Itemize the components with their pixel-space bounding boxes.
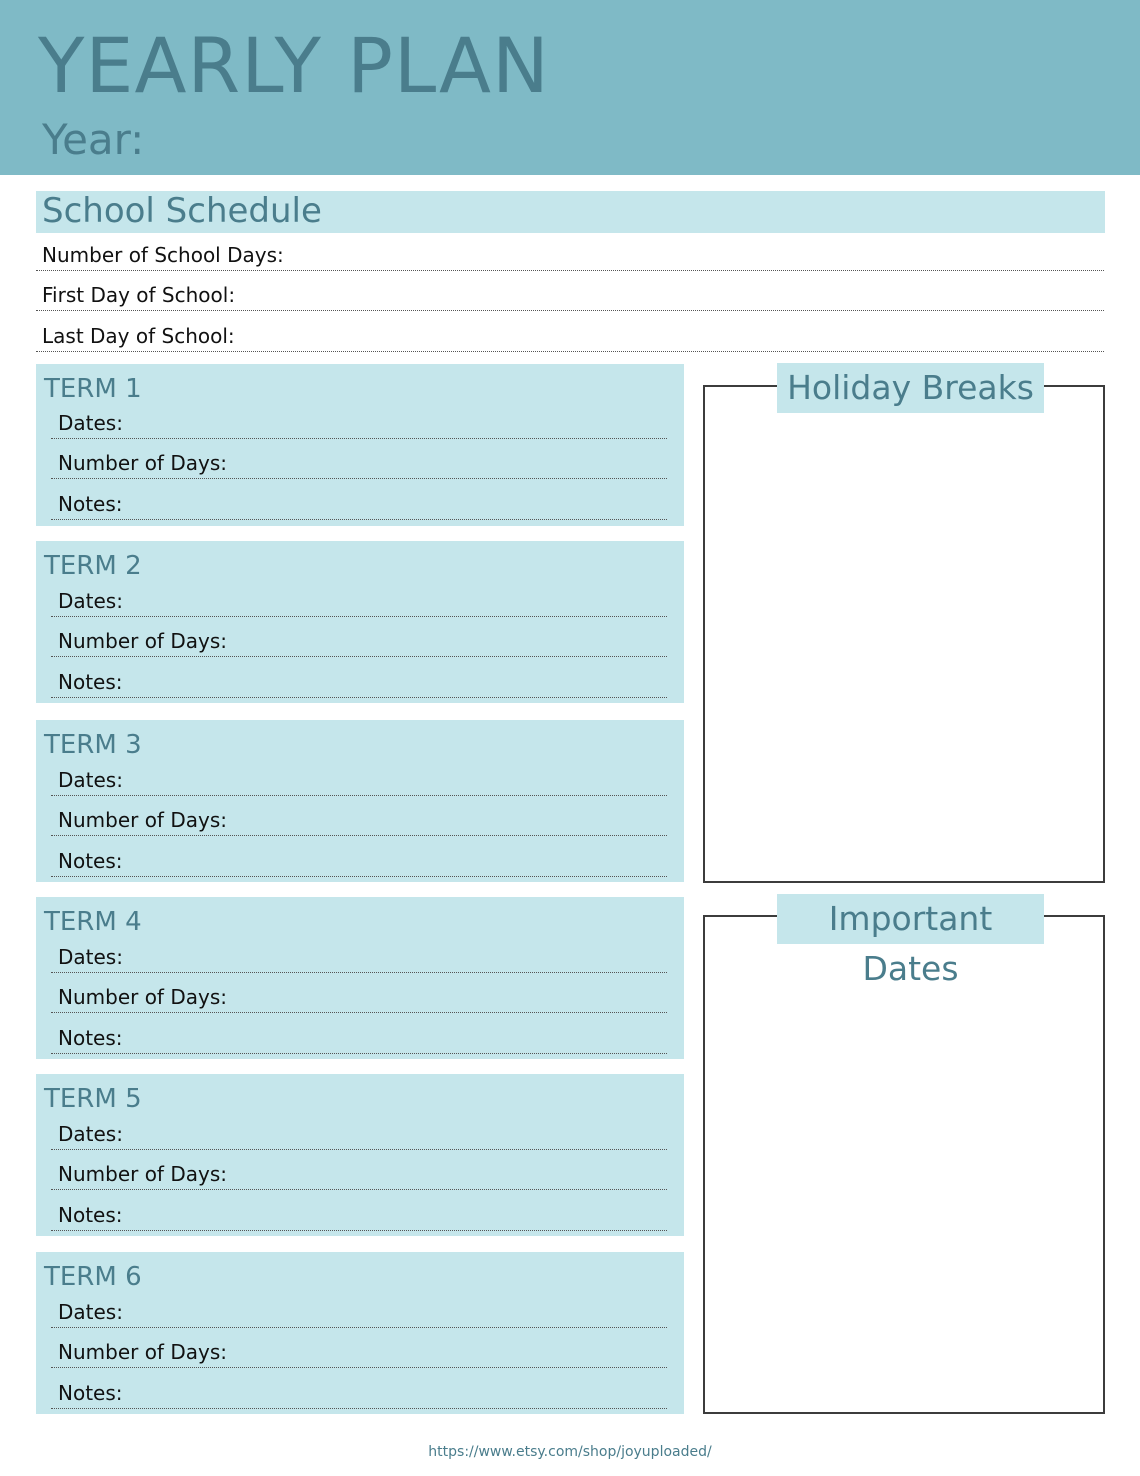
term-3-days-label: Number of Days: — [58, 808, 227, 832]
footer-url[interactable]: https://www.etsy.com/shop/joyuploaded/ — [428, 1444, 712, 1460]
year-label: Year: — [42, 115, 145, 164]
term-4-title: TERM 4 — [44, 907, 142, 937]
term-3-dates-label: Dates: — [58, 768, 123, 792]
term-3-title: TERM 3 — [44, 730, 142, 760]
term-1-title: TERM 1 — [44, 374, 142, 404]
term-3-dates-field[interactable] — [51, 766, 667, 796]
term-5-title: TERM 5 — [44, 1084, 142, 1114]
term-4-notes-label: Notes: — [58, 1026, 123, 1050]
school-days-label: Number of School Days: — [42, 243, 284, 267]
term-5-panel — [36, 1074, 684, 1236]
term-6-days-field[interactable] — [51, 1338, 667, 1368]
term-1-days-field[interactable] — [51, 449, 667, 479]
term-4-panel — [36, 897, 684, 1059]
term-6-dates-label: Dates: — [58, 1300, 123, 1324]
term-2-dates-field[interactable] — [51, 587, 667, 617]
term-6-panel — [36, 1252, 684, 1414]
term-4-days-label: Number of Days: — [58, 985, 227, 1009]
term-2-notes-label: Notes: — [58, 670, 123, 694]
holiday-breaks-box[interactable] — [703, 385, 1105, 883]
term-5-days-label: Number of Days: — [58, 1162, 227, 1186]
term-3-panel — [36, 720, 684, 882]
term-3-days-field[interactable] — [51, 806, 667, 836]
term-2-notes-field[interactable] — [51, 668, 667, 698]
term-2-title: TERM 2 — [44, 551, 142, 581]
term-1-dates-field[interactable] — [51, 409, 667, 439]
term-5-notes-label: Notes: — [58, 1203, 123, 1227]
term-1-panel — [36, 364, 684, 526]
term-6-notes-label: Notes: — [58, 1381, 123, 1405]
holiday-breaks-title: Holiday Breaks — [777, 363, 1044, 413]
term-1-notes-label: Notes: — [58, 492, 123, 516]
term-5-dates-field[interactable] — [51, 1120, 667, 1150]
term-5-days-field[interactable] — [51, 1160, 667, 1190]
term-4-notes-field[interactable] — [51, 1024, 667, 1054]
school-schedule-title: School Schedule — [42, 191, 322, 231]
term-5-dates-label: Dates: — [58, 1122, 123, 1146]
term-1-notes-field[interactable] — [51, 490, 667, 520]
term-6-days-label: Number of Days: — [58, 1340, 227, 1364]
term-6-dates-field[interactable] — [51, 1298, 667, 1328]
term-1-days-label: Number of Days: — [58, 451, 227, 475]
school-schedule-header — [36, 191, 1105, 233]
term-6-title: TERM 6 — [44, 1262, 142, 1292]
term-3-notes-label: Notes: — [58, 849, 123, 873]
term-3-notes-field[interactable] — [51, 847, 667, 877]
first-day-field[interactable] — [36, 277, 1104, 311]
term-5-notes-field[interactable] — [51, 1201, 667, 1231]
term-1-dates-label: Dates: — [58, 411, 123, 435]
term-4-days-field[interactable] — [51, 983, 667, 1013]
last-day-label: Last Day of School: — [42, 324, 235, 348]
term-4-dates-field[interactable] — [51, 943, 667, 973]
term-2-dates-label: Dates: — [58, 589, 123, 613]
first-day-label: First Day of School: — [42, 283, 236, 307]
term-2-days-label: Number of Days: — [58, 629, 227, 653]
page-title: YEARLY PLAN — [38, 21, 550, 110]
last-day-field[interactable] — [36, 318, 1104, 352]
school-days-field[interactable] — [36, 237, 1104, 271]
term-6-notes-field[interactable] — [51, 1379, 667, 1409]
term-2-panel — [36, 541, 684, 703]
term-4-dates-label: Dates: — [58, 945, 123, 969]
page-header — [0, 0, 1140, 175]
term-2-days-field[interactable] — [51, 627, 667, 657]
important-dates-title: Important Dates — [777, 894, 1044, 944]
